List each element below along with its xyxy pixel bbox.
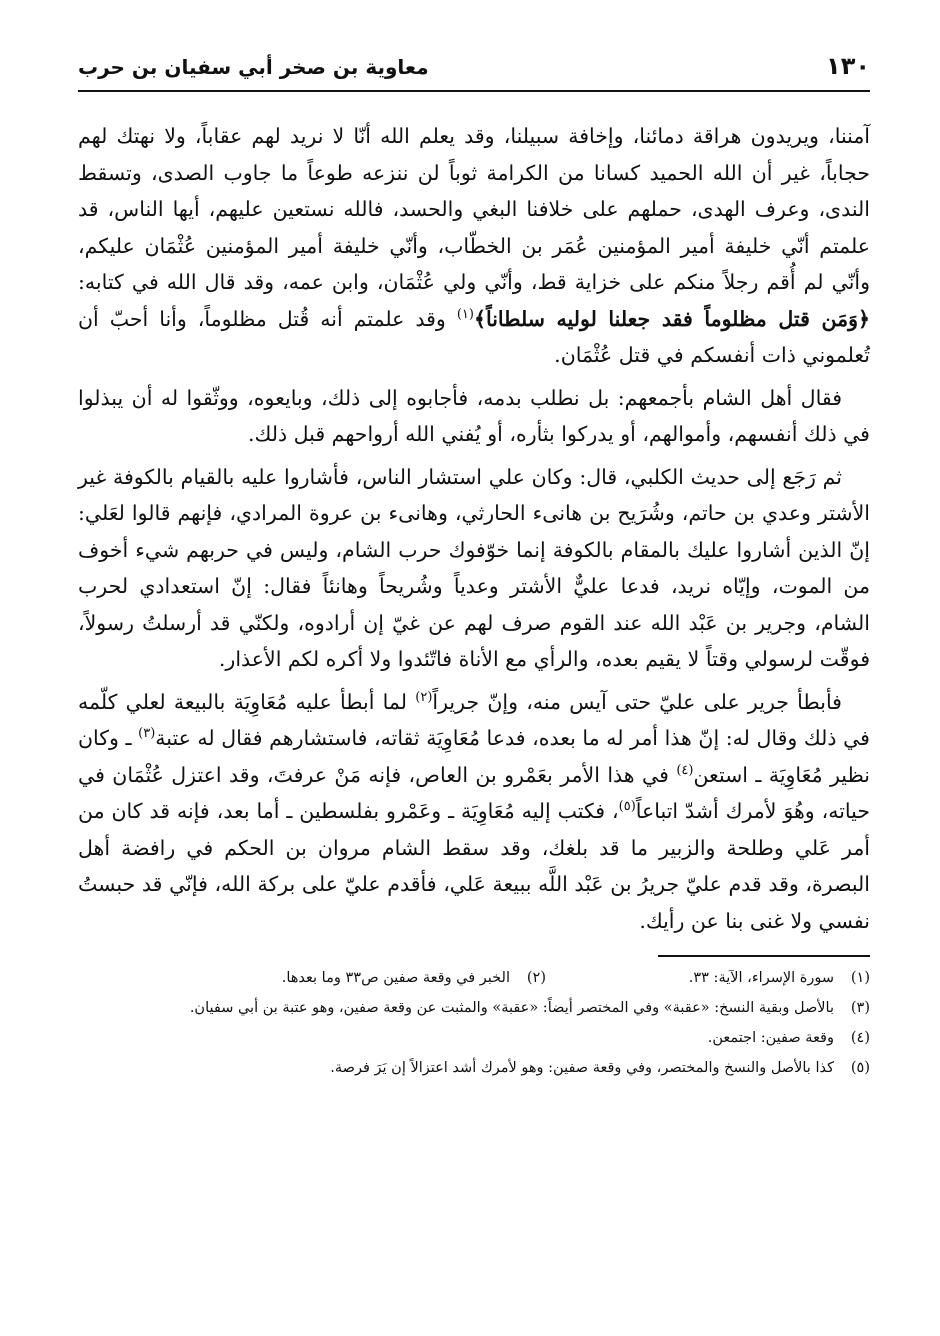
footnote-3 <box>78 993 870 1023</box>
footnote-text: كذا بالأصل والنسخ والمختصر، وفي وقعة صفين: وهو لأمرك أشد اعتزالاً إن يَرَ فرصة. <box>330 1060 834 1076</box>
paragraph <box>78 684 870 940</box>
footnote-row <box>78 963 870 993</box>
footnote-number: (٢) <box>526 970 546 986</box>
footnote-text: وقعة صفين: اجتمعن. <box>707 1030 834 1046</box>
footnotes <box>78 963 870 1083</box>
quran-verse: ﴿وَمَن قتل مظلوماً فقد جعلنا لوليه سلطاناً﴾ <box>473 306 870 331</box>
footnote-ref: (٣) <box>138 726 156 742</box>
footnote-text: سورة الإسراء، الآية: ٣٣. <box>688 970 834 986</box>
footnote-ref: (٢) <box>415 689 433 705</box>
running-header <box>78 52 870 92</box>
footnote-divider <box>658 955 870 957</box>
book-page <box>78 52 870 1083</box>
paragraph-text: فأبطأ جرير على عليّ حتى آيس منه، وإنّ جريراً <box>432 689 842 714</box>
paragraph <box>78 118 870 374</box>
paragraph-text: لما أبطأ عليه مُعَاوِيَة بالبيعة لعلي كلّمه في ذلك وقال له: إنّ هذا أمر له ما بعده، فدعا مُعَاوِيَة ثقاته، فاستشارهم فقال له عتبة <box>78 689 870 750</box>
footnote-ref: (٥) <box>618 799 636 815</box>
main-text <box>78 118 870 939</box>
footnote-1 <box>546 963 870 993</box>
paragraph-text: في هذا الأمر بعَمْرو بن العاص، فإنه مَنْ عرفتَ، وقد اعتزل عُثْمَان في حياته، وهُوَ لأمرك أشدّ اتباعاً <box>78 762 870 823</box>
running-title: معاوية بن صخر أبي سفيان بن حرب <box>78 55 429 79</box>
footnote-number: (٤) <box>850 1030 870 1046</box>
paragraph-text: ـ وكان نظير مُعَاوِيَة ـ استعن <box>78 726 870 787</box>
footnote-text: الخبر في وقعة صفين ص٣٣ وما بعدها. <box>281 970 510 986</box>
paragraph-text: وقد علمتم أنه قُتل مظلوماً، وأنا أحبّ أن تُعلموني ذات أنفسكم في قتل عُثْمَان. <box>78 306 870 367</box>
footnote-4 <box>78 1023 870 1053</box>
page-number: ١٣٠ <box>826 52 870 80</box>
footnote-ref: (١) <box>456 306 474 322</box>
footnote-number: (٥) <box>850 1060 870 1076</box>
paragraph-text: ، فكتب إليه مُعَاوِيَة ـ وعَمْرو بفلسطين ـ أما بعد، فإنه قد كان من أمر عَلي وطلحة والزبير ما قد بلغك، وقد سقط الشام مروان بن الحكم في رافضة أهل البصرة، وقد قدم عليّ جريرُ بن عَبْد اللَّه ببيعة عَلي، فأقدم عليّ على بركة الله، فإنّي قد حبستُ نفسي ولا غنى بنا عن رأيك. <box>78 799 870 933</box>
footnote-5 <box>78 1053 870 1083</box>
footnote-number: (١) <box>850 970 870 986</box>
paragraph-text: آمننا، ويريدون هراقة دمائنا، وإخافة سبيلنا، وقد يعلم الله أنّا لا نريد لهم عقاباً، ولا نهتك لهم حجاباً، غير أن الله الحميد كسانا من الكرامة ثوباً لن ننزعه طوعاً ما جاوب الصدى، وتسقط الندى، وعرف الهدى، حملهم على خلافنا البغي والحسد، فالله نستعين عليهم، أيها الناس، قد علمتم أنّي خليفة أمير المؤمنين عُمَر بن الخطّاب، وأنّي خليفة أمير المؤمنين عُثْمَان عليكم، وأنّي لم أُقم رجلاً منكم على خزاية قط، وأنّي ولي عُثْمَان، وابن عمه، وقد قال الله في كتابه: <box>78 124 870 294</box>
footnote-2 <box>282 963 546 993</box>
paragraph: ثم رَجَع إلى حديث الكلبي، قال: وكان علي استشار الناس، فأشاروا عليه بالقيام بالكوفة غير الأشتر وعدي بن حاتم، وشُرَيح بن هانىء الحارثي، وهانىء بن عروة المرادي، فإنهم قالوا لعَلي: إنّ الذين أشاروا عليك بالمقام بالكوفة إنما خوّفوك حرب الشام، وليس في حربهم شيء أخوف من الموت، وإيّاه نريد، فدعا عليٌّ الأشتر وعدياً وشُريحاً وهانئاً فقال: إنّ استعدادي لحرب الشام، وجرير بن عَبْد الله عند القوم صرف لهم عن غيّ إن أرادوه، ولكنّي قد أرسلتُ رسولاً، فوقّت لرسولي وقتاً لا يقيم بعده، والرأي مع الأناة فاتّئدوا ولا أكره لكم الأعذار. <box>78 464 870 671</box>
footnote-number: (٣) <box>850 1000 870 1016</box>
footnote-ref: (٤) <box>676 762 694 778</box>
footnote-text: بالأصل وبقية النسخ: «عقبة» وفي المختصر أيضاً: «عقبة» والمثبت عن وقعة صفين، وهو عتبة بن أبي سفيان. <box>189 1000 834 1016</box>
paragraph: فقال أهل الشام بأجمعهم: بل نطلب بدمه، فأجابوه إلى ذلك، وبايعوه، ووثّقوا له أن يبذلوا في ذلك أنفسهم، وأموالهم، أو يدركوا بثأره، أو يُفني الله أرواحهم قبل ذلك. <box>78 385 870 446</box>
